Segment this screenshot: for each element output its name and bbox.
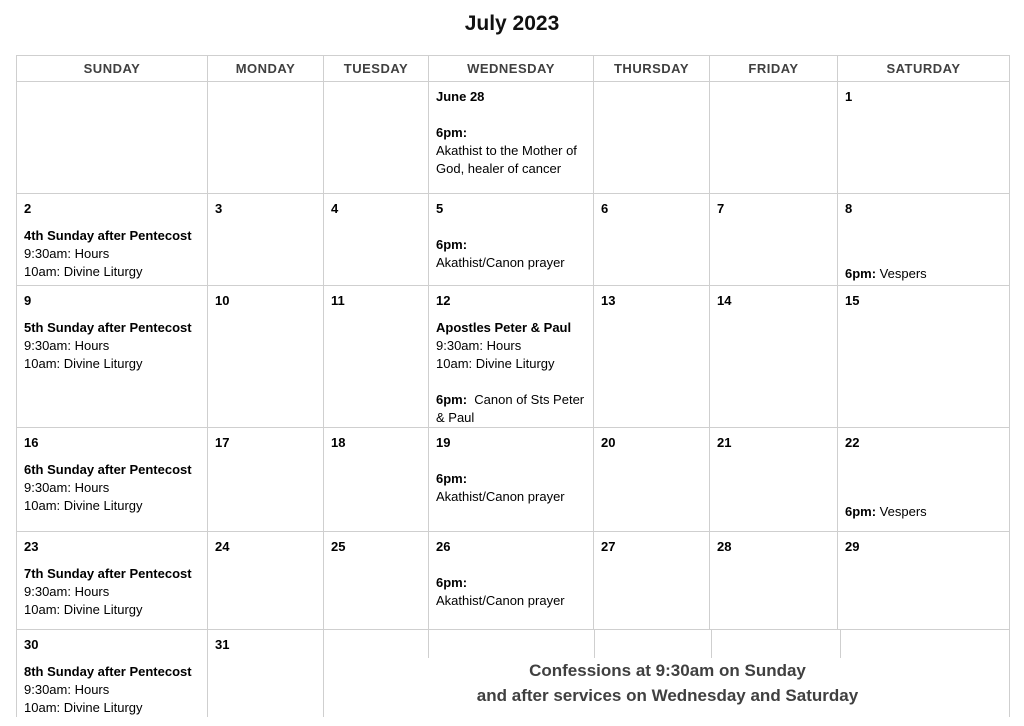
day-cell	[208, 630, 324, 718]
day-date: 9	[24, 293, 32, 308]
header-friday: FRIDAY	[710, 56, 838, 82]
day-date: 27	[601, 539, 616, 554]
day-cell-empty	[17, 82, 208, 194]
header-tuesday: TUESDAY	[324, 56, 429, 82]
day-cell	[594, 532, 710, 630]
day-cell	[429, 194, 594, 286]
day-date: 25	[331, 539, 346, 554]
day-date: 18	[331, 435, 346, 450]
day-cell	[594, 194, 710, 286]
event-time: 6pm:	[436, 575, 468, 590]
day-date: 15	[845, 293, 860, 308]
day-cell-empty	[324, 82, 429, 194]
day-date: 5	[436, 201, 444, 216]
week-row	[17, 532, 1010, 630]
day-cell	[208, 286, 324, 428]
service-line: 9:30am: Hours	[24, 246, 110, 261]
service-line: 10am: Divine Liturgy	[24, 700, 143, 715]
day-date: 16	[24, 435, 39, 450]
day-date: 13	[601, 293, 616, 308]
calendar-title: July 2023	[464, 12, 560, 35]
service-line: 9:30am: Hours	[24, 338, 110, 353]
confessions-note-line2: and after services on Wednesday and Saturday	[476, 686, 859, 705]
event-name: Vespers	[876, 504, 927, 519]
day-cell	[324, 194, 429, 286]
header-monday: MONDAY	[208, 56, 324, 82]
calendar-grid	[16, 55, 1010, 717]
header-sunday: SUNDAY	[17, 56, 208, 82]
day-date: 26	[436, 539, 451, 554]
event-time: 6pm:	[436, 237, 468, 252]
day-cell	[838, 428, 1010, 532]
header-thursday: THURSDAY	[594, 56, 710, 82]
day-cell	[17, 286, 208, 428]
day-date: 17	[215, 435, 230, 450]
day-cell	[208, 194, 324, 286]
service-line: 10am: Divine Liturgy	[24, 356, 143, 371]
day-date: 23	[24, 539, 39, 554]
day-cell	[17, 630, 208, 718]
day-cell-empty	[208, 82, 324, 194]
day-date: 20	[601, 435, 616, 450]
event-line	[845, 265, 927, 283]
day-cell	[208, 428, 324, 532]
day-date: 22	[845, 435, 860, 450]
day-cell	[324, 532, 429, 630]
feast-title: 7th Sunday after Pentecost	[24, 566, 192, 581]
day-cell	[324, 286, 429, 428]
day-cell	[838, 194, 1010, 286]
event-time: 6pm:	[436, 125, 468, 140]
day-date: 10	[215, 293, 230, 308]
service-line: 9:30am: Hours	[24, 584, 110, 599]
event-line	[845, 503, 927, 521]
day-date: 7	[717, 201, 725, 216]
weekday-header-row	[17, 56, 1010, 82]
day-cell	[429, 532, 594, 630]
notes-cell-dividers	[324, 630, 1009, 658]
feast-title: 4th Sunday after Pentecost	[24, 228, 192, 243]
day-date: 30	[24, 637, 39, 652]
confessions-note-line1: Confessions at 9:30am on Sunday	[529, 661, 806, 680]
day-cell	[429, 82, 594, 194]
day-cell	[838, 286, 1010, 428]
week-row	[17, 428, 1010, 532]
week-row	[17, 286, 1010, 428]
day-cell	[17, 194, 208, 286]
day-date: 11	[331, 293, 345, 308]
week-row	[17, 194, 1010, 286]
day-date: 24	[215, 539, 230, 554]
day-cell	[710, 286, 838, 428]
event-time: 6pm:	[436, 471, 468, 486]
day-date: June 28	[436, 89, 485, 104]
day-cell	[17, 532, 208, 630]
day-date: 6	[601, 201, 609, 216]
week-row	[17, 82, 1010, 194]
header-saturday: SATURDAY	[838, 56, 1010, 82]
day-cell	[208, 532, 324, 630]
day-cell	[324, 428, 429, 532]
day-date: 29	[845, 539, 860, 554]
event-name: Akathist to the Mother of God, healer of cancer	[436, 143, 577, 176]
service-line: 10am: Divine Liturgy	[24, 264, 143, 279]
day-date: 19	[436, 435, 451, 450]
feast-title: 8th Sunday after Pentecost	[24, 664, 192, 679]
day-date: 28	[717, 539, 732, 554]
day-date: 1	[845, 89, 853, 104]
header-wednesday: WEDNESDAY	[429, 56, 594, 82]
day-cell	[429, 428, 594, 532]
event-name: Akathist/Canon prayer	[436, 489, 565, 504]
day-date: 21	[717, 435, 732, 450]
day-cell	[838, 532, 1010, 630]
day-cell	[838, 82, 1010, 194]
day-cell	[17, 428, 208, 532]
event-name: Vespers	[876, 266, 927, 281]
day-date: 14	[717, 293, 732, 308]
day-date: 2	[24, 201, 32, 216]
service-line: 10am: Divine Liturgy	[436, 356, 555, 371]
event-time: 6pm:	[436, 392, 468, 407]
day-cell	[710, 194, 838, 286]
day-cell	[594, 286, 710, 428]
event-line	[436, 391, 586, 427]
day-cell-empty	[594, 82, 710, 194]
event-time: 6pm:	[845, 266, 877, 281]
day-cell	[710, 532, 838, 630]
feast-title: 6th Sunday after Pentecost	[24, 462, 192, 477]
feast-title: Apostles Peter & Paul	[436, 320, 572, 335]
confessions-note	[325, 658, 1010, 708]
day-cell	[594, 428, 710, 532]
day-date: 12	[436, 293, 451, 308]
day-date: 8	[845, 201, 853, 216]
event-name: Akathist/Canon prayer	[436, 593, 565, 608]
service-line: 10am: Divine Liturgy	[24, 602, 143, 617]
day-date: 3	[215, 201, 223, 216]
service-line: 10am: Divine Liturgy	[24, 498, 143, 513]
day-date: 31	[215, 637, 230, 652]
day-cell	[710, 428, 838, 532]
day-date: 4	[331, 201, 339, 216]
feast-title: 5th Sunday after Pentecost	[24, 320, 192, 335]
day-cell-empty	[710, 82, 838, 194]
service-line: 9:30am: Hours	[24, 682, 110, 697]
event-time: 6pm:	[845, 504, 877, 519]
day-cell	[429, 286, 594, 428]
event-name: Akathist/Canon prayer	[436, 255, 565, 270]
event-name: Canon of Sts Peter & Paul	[436, 392, 588, 425]
service-line: 9:30am: Hours	[24, 480, 110, 495]
service-line: 9:30am: Hours	[436, 338, 522, 353]
